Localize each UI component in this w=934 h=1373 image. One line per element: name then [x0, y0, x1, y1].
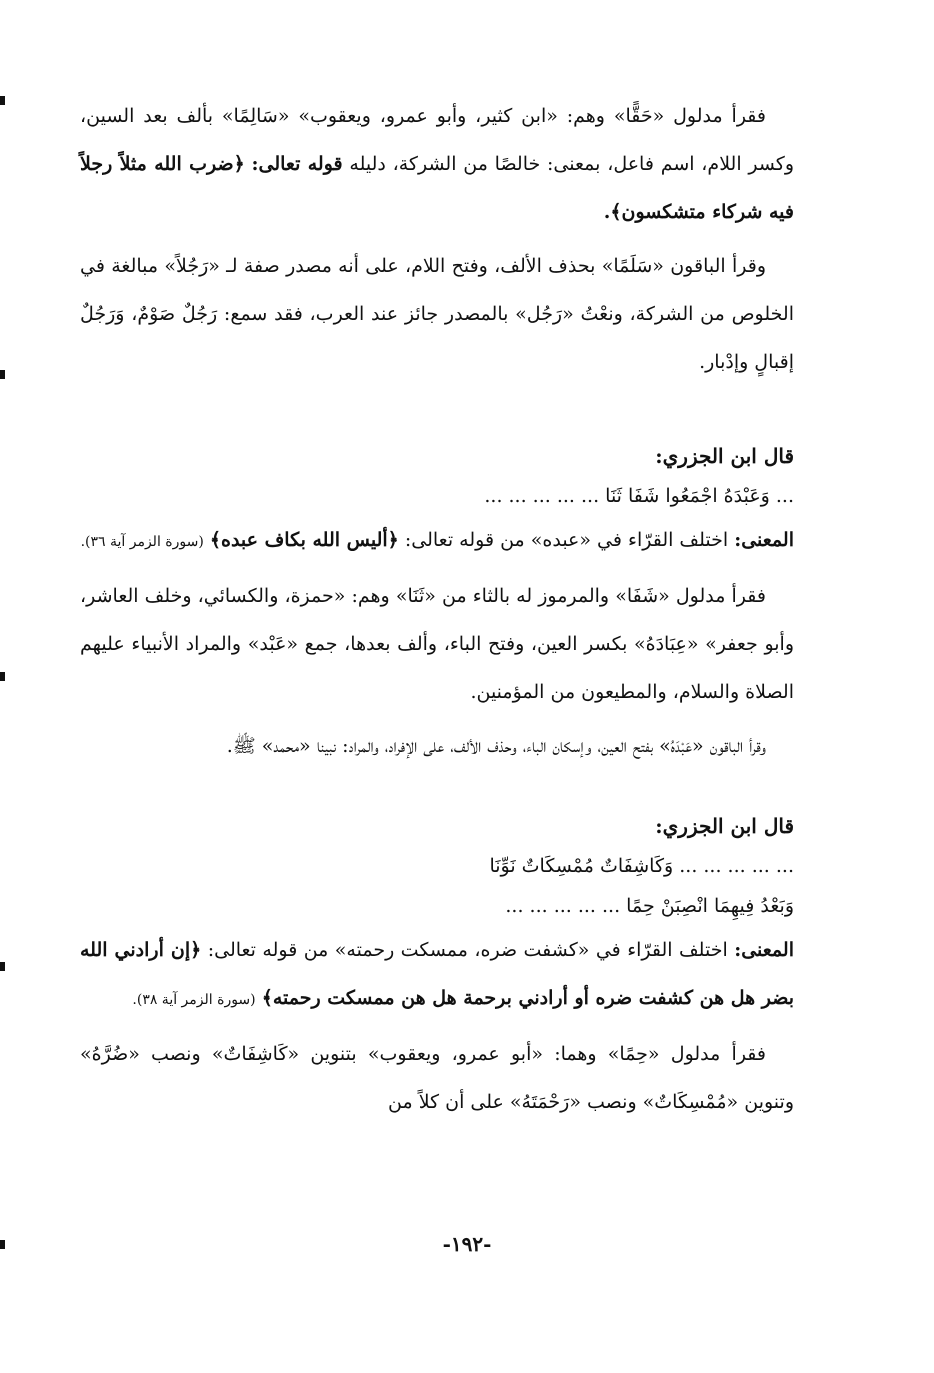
paragraph-2	[80, 242, 794, 386]
poem-line: ... وَعَبْدَهُ اجْمَعُوا شَفَا ثَنَا ... ... ... ... ...	[484, 485, 794, 507]
paragraph-text: فقرأ مدلول «شَفَا» والمرموز له بالثاء من «ثَنَا» وهم: «حمزة، والكسائي، وخلف العاشر، وأبو جعفر» «عِبَادَهُ» بكسر العين، وفتح الباء، وألف بعدها، جمع «عَبْد» والمراد الأنبياء عليهم الصلاة والسلام، والمطيعون من المؤمنين.	[80, 585, 794, 703]
meaning-text: اختلف القرّاء في «عبده» من قوله تعالى:	[404, 529, 729, 551]
meaning-text: اختلف القرّاء في «كشفت ضره، ممسكت رحمته» من قوله تعالى:	[207, 939, 728, 961]
section-heading: قال ابن الجزري:	[655, 814, 794, 838]
verse-reference: (سورة الزمر آية ٣٦).	[80, 534, 204, 550]
paragraph-text: فقرأ مدلول «حِمًا» وهما: «أبو عمرو، ويعقوب» بتنوين «كَاشِفَاتٌ» ونصب «ضُرَّهُ» وتنوين «مُمْسِكَاتٌ» ونصب «رَحْمَتَهُ» على أن كلاً من	[80, 1043, 794, 1113]
meaning-paragraph	[80, 516, 794, 566]
edge-mark	[0, 962, 5, 971]
meaning-paragraph	[80, 926, 794, 1024]
poem-line: ... ... ... ... ... وَكَاشِفَاتٌ مُمْسِكَاتٌ نَوِّنَا	[489, 855, 794, 877]
paragraph-4	[80, 722, 794, 770]
paragraph-text: وقرأ الباقون «سَلَمًا» بحذف الألف، وفتح اللام، على أنه مصدر صفة لـ «رَجُلاً» مبالغة في الخلوص من الشركة، ونعْتُ «رَجُل» بالمصدر جائز عند العرب، فقد سمع: رَجُلٌ صَوْمٌ، وَرَجُلٌ إقبالٍ وإدْبار.	[80, 255, 794, 373]
paragraph-3	[80, 572, 794, 716]
paragraph-text: وقرأ الباقون «عَبْدَهُ» بفتح العين، وإسكان الباء، وحذف الألف، على الإفراد، والمراد: نبينا «محمد» ﷺ.	[226, 735, 766, 757]
quran-verse: ﴿ضرب الله مثلاً رجلاً فيه شركاء متشكسون﴾.	[80, 153, 794, 223]
section-heading: قال ابن الجزري:	[655, 444, 794, 468]
meaning-label: المعنى:	[734, 529, 794, 551]
page-body	[80, 92, 794, 1132]
paragraph-text: فقرأ مدلول «حَقًّا» وهم: «ابن كثير، وأبو عمرو، ويعقوب» «سَالِمًا» بألف بعد السين، وكسر اللام، اسم فاعل، بمعنى: خالصًا من الشركة، دليله	[80, 105, 795, 175]
edge-mark	[0, 370, 5, 379]
edge-mark	[0, 672, 5, 681]
paragraph-5	[80, 1030, 794, 1126]
verse-label: قوله تعالى:	[251, 153, 343, 175]
paragraph-1	[80, 92, 794, 236]
quran-verse: ﴿أليس الله بكاف عبده﴾	[209, 529, 399, 551]
page-number: -١٩٢-	[442, 1232, 492, 1256]
quran-verse: ﴿إن أرادني الله بضر هل هن كشفت ضره أو أرادني برحمة هل هن ممسكت رحمته﴾	[80, 939, 794, 1009]
edge-mark	[0, 96, 5, 105]
poem-line: وَبَعْدُ فِيهِمَا انْصِبَنْ حِمًا ... ... ... ... ...	[505, 895, 794, 917]
verse-reference: (سورة الزمر آية ٣٨).	[132, 992, 256, 1008]
meaning-label: المعنى:	[734, 939, 794, 961]
